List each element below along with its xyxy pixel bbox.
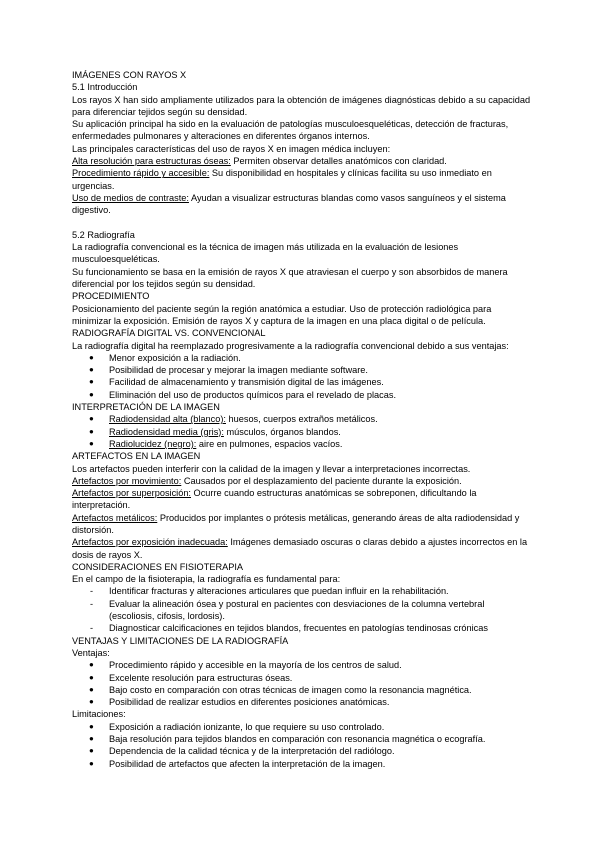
list-item: - Identificar fracturas y alteraciones articulares que puedan influir en la rehabilitación. [90,586,449,597]
list-item: ● Excelente resolución para estructuras óseas. [89,672,293,683]
list-item: ● Posibilidad de procesar y mejorar la imagen mediante software. [89,365,368,376]
feature-text: Su disponibilidad en hospitales y clínicas facilita su uso inmediato en urgencias. [72,168,492,191]
bullet-marker: ● [89,438,94,448]
bullet-marker: ● [89,684,94,694]
interpretacion-list [72,413,532,450]
bullet-marker: ● [89,414,94,424]
bullet-marker: ● [89,758,94,768]
list-item: ● Exposición a radiación ionizante, lo que requiere su uso controlado. [89,721,385,732]
bullet-marker: ● [89,734,94,744]
list-item: ● Radiodensidad media (gris): músculos, órganos blandos. [89,426,341,437]
list-item: ● Bajo costo en comparación con otras técnicas de imagen como la resonancia magnética. [89,684,472,695]
list-item: ● Eliminación del uso de productos químicos para el revelado de placas. [89,389,397,400]
paragraph: La radiografía digital ha reemplazado progresivamente a la radiografía convencional debido a sus ventajas: [72,340,509,351]
limitaciones-label: Limitaciones: [72,709,126,720]
procedimiento-heading: PROCEDIMIENTO [72,291,150,302]
bullet-marker: ● [89,352,94,362]
limitaciones-list [72,721,532,770]
list-item: ● Facilidad de almacenamiento y transmisión digital de las imágenes. [89,377,384,388]
list-item: ● Procedimiento rápido y accesible en la mayoría de los centros de salud. [89,660,402,671]
bullet-marker: ● [89,746,94,756]
bullet-marker: ● [89,697,94,707]
feature-text: Permiten observar detalles anatómicos con claridad. [230,156,447,167]
artefactos-heading: ARTEFACTOS EN LA IMAGEN [72,451,201,462]
paragraph: Los rayos X han sido ampliamente utilizados para la obtención de imágenes diagnósticas debido a su capacidad para diferenciar tejidos según su densidad. [72,94,531,117]
feature-term: Procedimiento rápido y accesible: [72,168,210,179]
paragraph: Posicionamiento del paciente según la región anatómica a estudiar. Uso de protección radiológica para minimizar la exposición. Emisión de rayos X y captura de la imagen en una placa digital o de película. [72,303,492,326]
fisioterapia-list [72,585,532,634]
feature-term: Uso de medios de contraste: [72,192,189,203]
ventajas-heading: VENTAJAS Y LIMITACIONES DE LA RADIOGRAFÍA [72,635,289,646]
bullet-marker: ● [89,365,94,375]
list-item: ● Radiolucidez (negro): aire en pulmones, espacios vacíos. [89,438,343,449]
paragraph: La radiografía convencional es la técnica de imagen más utilizada en la evaluación de lesiones musculoesqueléticas. [72,242,459,265]
dash-marker: - [90,598,94,609]
list-item: ● Dependencia de la calidad técnica y de la interpretación del radiólogo. [89,746,395,757]
feature-item [72,192,532,217]
list-item: ● Posibilidad de artefactos que afecten la interpretación de la imagen. [89,758,386,769]
list-item: - Diagnosticar calcificaciones en tejidos blandos, frecuentes en patologías tendinosas crónicas [90,623,488,634]
feature-text: Ayudan a visualizar estructuras blandas como vasos sanguíneos y el sistema digestivo. [72,192,506,216]
fisioterapia-heading: CONSIDERACIONES EN FISIOTERAPIA [72,561,244,572]
bullet-marker: ● [89,389,94,399]
dash-marker: - [90,586,94,597]
document-page [72,69,532,770]
section-5-1-heading: 5.1 Introducción [72,82,138,93]
bullet-marker: ● [89,426,94,436]
list-item: ● Menor exposición a la radiación. [89,352,241,363]
bullet-marker: ● [89,377,94,387]
section-5-2-heading: 5.2 Radiografía [72,229,135,240]
paragraph: Su aplicación principal ha sido en la evaluación de patologías musculoesqueléticas, detección de fracturas, enfermedades pulmonares y alteraciones en diferentes órganos internos. [72,119,509,142]
digital-heading: RADIOGRAFÍA DIGITAL VS. CONVENCIONAL [72,328,266,339]
paragraph-gap [72,217,532,229]
paragraph: Las principales características del uso de rayos X en imagen médica incluyen: [72,143,391,154]
paragraph: En el campo de la fisioterapia, la radiografía es fundamental para: [72,574,341,585]
artifact-item: Artefactos por movimiento: Causados por el desplazamiento del paciente durante la exposición. [72,475,462,486]
artifact-item: Artefactos por superposición: Ocurre cuando estructuras anatómicas se sobreponen, dificultando la interpretación. [72,488,477,511]
list-item: ● Baja resolución para tejidos blandos en comparación con resonancia magnética o ecografía. [89,734,486,745]
feature-item [72,167,532,192]
bullet-marker: ● [89,721,94,731]
list-item: ● Radiodensidad alta (blanco): huesos, cuerpos extraños metálicos. [89,414,378,425]
feature-item [72,155,532,167]
bullet-marker: ● [89,672,94,682]
artifact-item: Artefactos metálicos: Producidos por implantes o prótesis metálicas, generando áreas de alta radiodensidad y distorsión. [72,512,520,535]
artifact-item: Artefactos por exposición inadecuada: Imágenes demasiado oscuras o claras debido a ajustes incorrectos en la dosis de rayos X. [72,537,528,560]
interpretacion-heading: INTERPRETACIÓN DE LA IMAGEN [72,402,220,413]
list-item: ● Posibilidad de realizar estudios en diferentes posiciones anatómicas. [89,697,390,708]
feature-term: Alta resolución para estructuras óseas: [72,156,231,167]
paragraph: Los artefactos pueden interferir con la calidad de la imagen y llevar a interpretaciones incorrectas. [72,463,471,474]
digital-list [72,352,532,401]
document-title: IMÁGENES CON RAYOS X [72,70,187,80]
bullet-marker: ● [89,660,94,670]
paragraph: Su funcionamiento se basa en la emisión de rayos X que atraviesan el cuerpo y son absorbidos de manera diferencial por los tejidos según su densidad. [72,266,508,290]
dash-marker: - [90,623,94,634]
ventajas-label: Ventajas: [72,647,110,658]
list-item: - Evaluar la alineación ósea y postural en pacientes con desviaciones de la columna vertebral (escoliosis, cifosis, lordosis). [90,598,485,622]
ventajas-list [72,659,532,708]
